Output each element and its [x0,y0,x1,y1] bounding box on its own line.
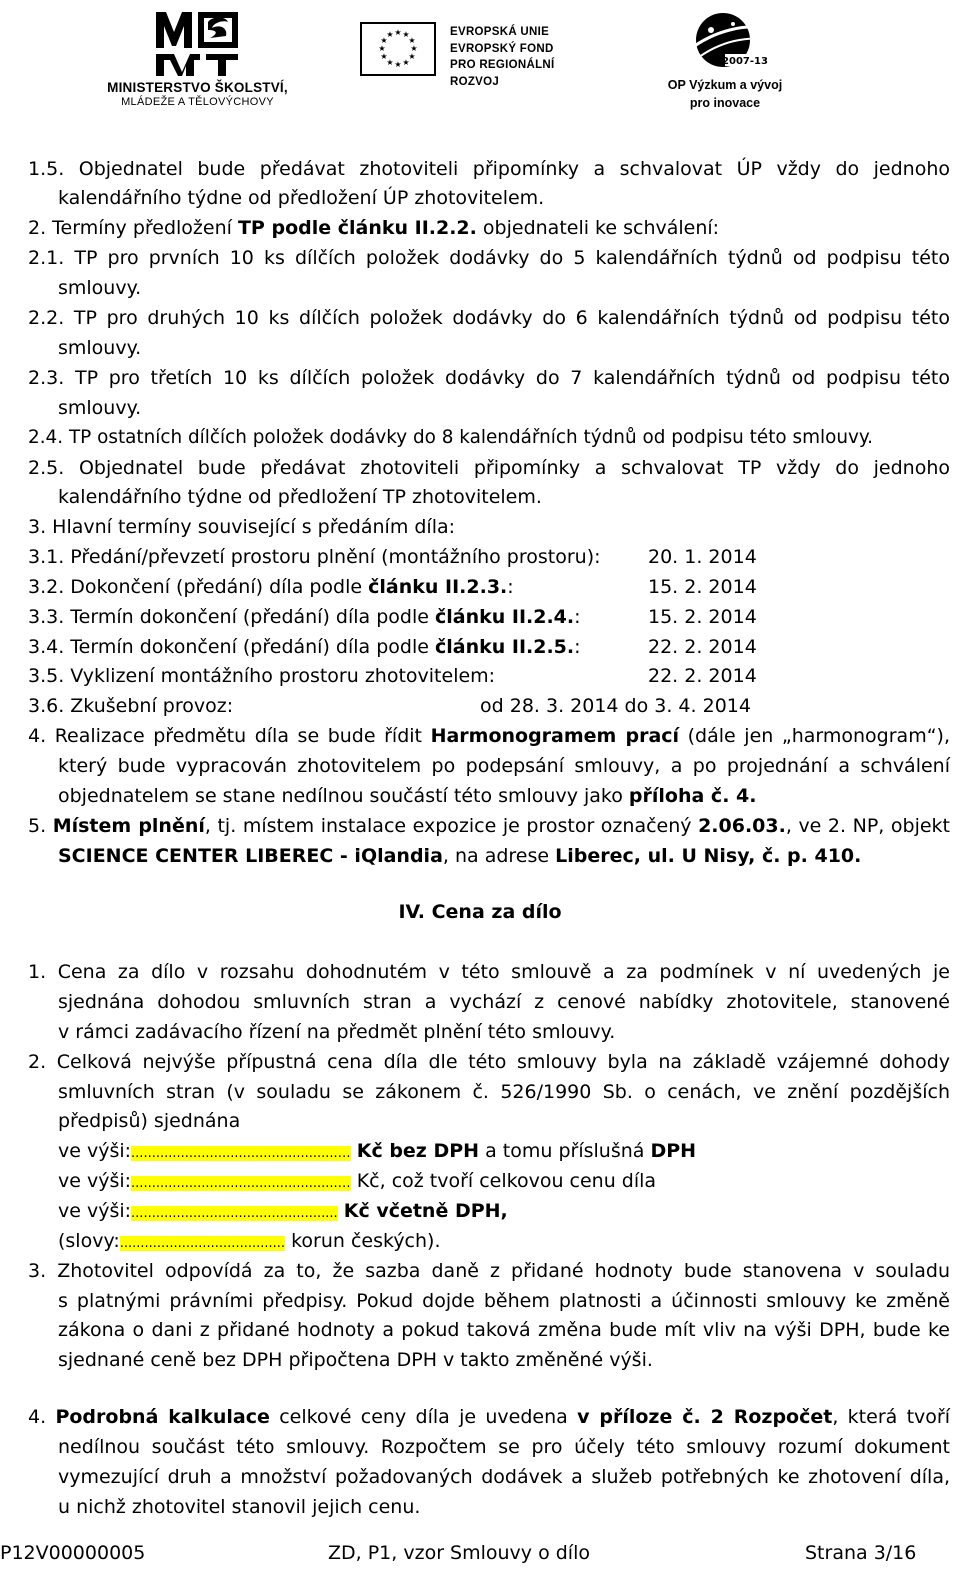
footer-page-number: Strana 3/16 [805,1542,917,1564]
price-vat-label: ve výši: [58,1170,132,1192]
svg-text:★: ★ [378,44,386,53]
item-2-3-line2: smlouvy. [58,397,142,419]
footer-doc-title: ZD, P1, vzor Smlouvy o dílo [328,1542,590,1564]
item-2-3-line1: 2.3. TP pro třetích 10 ks dílčích položek dodávky do 7 kalendářních týdnů od podpisu této [28,367,950,389]
eu-logo [360,22,570,88]
price-1-line3: v rámci zadávacího řízení na předmět plnění této smlouvy. [58,1021,616,1043]
svg-text:★: ★ [380,52,388,61]
eu-line1: EVROPSKÁ UNIE [450,26,550,38]
price-3-line1: 3. Zhotovitel odpovídá za to, že sazba daně z přidané hodnoty bude stanovena v souladu [28,1260,950,1282]
op-line1: OP Výzkum a vývoj [667,78,783,92]
price-2-line1: 2. Celková nejvýše přípustná cena díla dle této smlouvy byla na základě vzájemné dohody [28,1051,950,1073]
item-5-num: 5. [28,815,53,837]
item-5-line2-bold: SCIENCE CENTER LIBEREC - iQlandia [58,845,443,867]
svg-text:★: ★ [386,58,394,67]
item-3-3-bold: článku II.2.4. [434,606,575,628]
item-3-1: 3.1. Předání/převzetí prostoru plnění (montážního prostoru): [28,546,601,568]
item-2-4: 2.4. TP ostatních dílčích položek dodávky do 8 kalendářních týdnů od podpisu této smlouvy. [28,427,874,448]
item-3-2-bold: článku II.2.3. [368,576,508,598]
eu-flag-icon [360,22,436,76]
item-4-post: (dále jen „harmonogram“), [679,725,950,747]
item-4-line3-bold: příloha č. 4. [628,785,757,807]
item-5-bold: Místem plnění [52,815,205,837]
item-3: 3. Hlavní termíny související s předáním díla: [28,516,456,538]
item-5-mid: , tj. místem instalace expozice je prostor označený [204,815,699,837]
item-2-5-line1: 2.5. Objednatel bude předávat zhotoviteli připomínky a schvalovat TP vždy do jednoho [28,457,950,479]
price-in-words-label: (slovy: [58,1230,120,1252]
price-4-line1 [28,1404,950,1430]
price-4-post: , která tvoří [832,1406,950,1428]
item-2-2-line2: smlouvy. [58,337,142,359]
item-5-line2 [58,843,861,869]
item-3-3 [28,604,581,630]
op-line2: pro inovace [689,96,761,110]
item-1-5-line1: 1.5. Objednatel bude předávat zhotoviteli připomínky a schvalovat ÚP vždy do jednoho [28,158,950,180]
price-2-line2: smluvních stran (v souladu se zákonem č. 526/1990 Sb. o cenách, ve znění pozdějších [58,1081,950,1103]
msmt-name-line2: MLÁDEŽE A TĚLOVÝCHOVY [121,96,274,108]
svg-text:★: ★ [386,30,394,39]
item-1-5-line2: kalendářního týdne od předložení ÚP zhotovitelem. [58,187,545,209]
price-with-vat-label: ve výši: [58,1200,132,1222]
svg-text:★: ★ [402,58,410,67]
price-with-vat-blank: .................................................. [131,1206,338,1221]
price-with-vat-unit: Kč včetně DPH, [343,1200,508,1222]
item-2-1-line2: smlouvy. [58,277,142,299]
item-3-2-pre: 3.2. Dokončení (předání) díla podle [28,576,369,598]
item-5-post: , ve 2. NP, objekt [785,815,950,837]
op-years: 2007-13 [722,56,768,67]
price-1-line2: sjednána dohodou smluvních stran a vychází z cenové nabídky zhotovitele, stanovené [58,991,950,1013]
item-3-4 [28,634,581,660]
price-4-mid: celkové ceny díla je uvedena [269,1406,578,1428]
item-4-line2: který bude vypracován zhotovitelem po podepsání smlouvy, a po projednání a schválení [58,755,950,777]
item-3-4-date: 22. 2. 2014 [648,636,757,658]
item-5-line2-mid: , na adrese [442,845,556,867]
price-4-bold: Podrobná kalkulace [55,1406,270,1428]
op-globe-icon [685,10,771,72]
item-4-line3 [58,783,756,809]
item-4-pre: 4. Realizace předmětu díla se bude řídit [28,725,431,747]
price-without-vat-blank: ..................................................… [131,1146,351,1161]
svg-text:★: ★ [410,44,418,53]
price-without-vat-mid: a tomu příslušná [479,1140,651,1162]
price-4-line2: nedílnou součást této smlouvy. Rozpočtem se pro účely této smlouvy rozumí dokument [58,1436,950,1458]
item-3-1-date: 20. 1. 2014 [648,546,757,568]
item-3-2-date: 15. 2. 2014 [648,576,757,598]
svg-text:★: ★ [394,28,402,37]
price-4-bold2: v příloze č. 2 Rozpočet [577,1406,833,1428]
svg-text:★: ★ [380,36,388,45]
item-3-4-post: : [574,636,581,658]
item-2-post: objednateli ke schválení: [476,217,720,239]
eu-line2: EVROPSKÝ FOND [450,42,554,55]
footer-doc-id: P12V00000005 [0,1542,146,1564]
price-4-line4: u nichž zhotovitel stanovil jejich cenu. [58,1496,421,1518]
item-2-2-line1: 2.2. TP pro druhých 10 ks dílčích položek dodávky do 6 kalendářních týdnů od podpisu této [28,307,950,329]
msmt-emblem-icon [152,8,242,78]
item-2 [28,215,719,241]
eu-text [450,24,570,90]
price-3-line3: zákona o dani z přidané hodnoty a pokud taková změna bude mít vliv na výši DPH, bude ke [58,1319,950,1341]
price-vat-row [58,1168,656,1197]
item-5-line2-bold2: Liberec, ul. U Nisy, č. p. 410. [555,845,862,867]
price-without-vat-label: ve výši: [58,1140,132,1162]
price-without-vat-unit: Kč bez DPH [356,1140,480,1162]
svg-text:★: ★ [408,36,416,45]
price-3-line2: s platnými právními předpisy. Pokud dojde během platnosti a účinnosti smlouvy ke změně [58,1290,950,1312]
item-4-line1 [28,723,950,749]
item-3-3-post: : [574,606,581,628]
item-4-bold: Harmonogramem prací [430,725,680,747]
item-2-bold: TP podle článku II.2.2. [237,217,477,239]
price-without-vat-dph: DPH [650,1140,697,1162]
price-4-line3: vymezující druh a množství požadovaných dodávek a služeb potřebných ke zhotovení díla, [58,1466,950,1488]
price-in-words-row [58,1228,441,1257]
item-3-5: 3.5. Vyklizení montážního prostoru zhotovitelem: [28,665,496,687]
price-in-words-blank: ........................................ [119,1236,286,1251]
item-5-bold2: 2.06.03. [698,815,786,837]
item-5-line1 [28,813,950,839]
item-3-3-pre: 3.3. Termín dokončení (předání) díla podle [28,606,435,628]
op-vavpi-logo [663,10,783,120]
price-vat-unit: Kč, což tvoří celkovou cenu díla [356,1170,657,1192]
item-4-line3-pre: objednatelem se stane nedílnou součástí této smlouvy jako [58,785,629,807]
svg-text:★: ★ [394,60,402,69]
item-3-4-pre: 3.4. Termín dokončení (předání) díla podle [28,636,435,658]
price-1-line1: 1. Cena za dílo v rozsahu dohodnutém v této smlouvě a za podmínek v ní uvedených je [28,961,950,983]
item-2-1-line1: 2.1. TP pro prvních 10 ks dílčích položek dodávky do 5 kalendářních týdnů od podpisu této [28,247,950,269]
price-4-num: 4. [28,1406,56,1428]
item-3-6-date: od 28. 3. 2014 do 3. 4. 2014 [480,695,751,717]
item-2-pre: 2. Termíny předložení [28,217,238,239]
price-in-words-post: korun českých). [285,1230,441,1252]
price-with-vat-row [58,1198,508,1227]
item-3-5-date: 22. 2. 2014 [648,665,757,687]
price-3-line4: sjednané ceně bez DPH připočtena DPH v takto změněné výši. [58,1349,653,1371]
msmt-name-line1: MINISTERSTVO ŠKOLSTVÍ, [107,80,288,95]
svg-text:★: ★ [402,30,410,39]
item-3-3-date: 15. 2. 2014 [648,606,757,628]
msmt-logo [100,8,295,106]
price-without-vat-row [58,1138,696,1167]
item-3-2 [28,574,514,600]
price-2-line3: předpisů) sjednána [58,1110,241,1132]
item-3-4-bold: článku II.2.5. [434,636,575,658]
svg-text:★: ★ [408,52,416,61]
eu-line3: PRO REGIONÁLNÍ ROZVOJ [450,59,555,88]
item-2-5-line2: kalendářního týdne od předložení TP zhotovitelem. [58,486,542,508]
item-3-6: 3.6. Zkušební provoz: [28,695,234,717]
item-3-2-post: : [507,576,514,598]
section-heading: IV. Cena za dílo [398,901,562,923]
price-vat-blank: ..................................................… [131,1176,351,1191]
